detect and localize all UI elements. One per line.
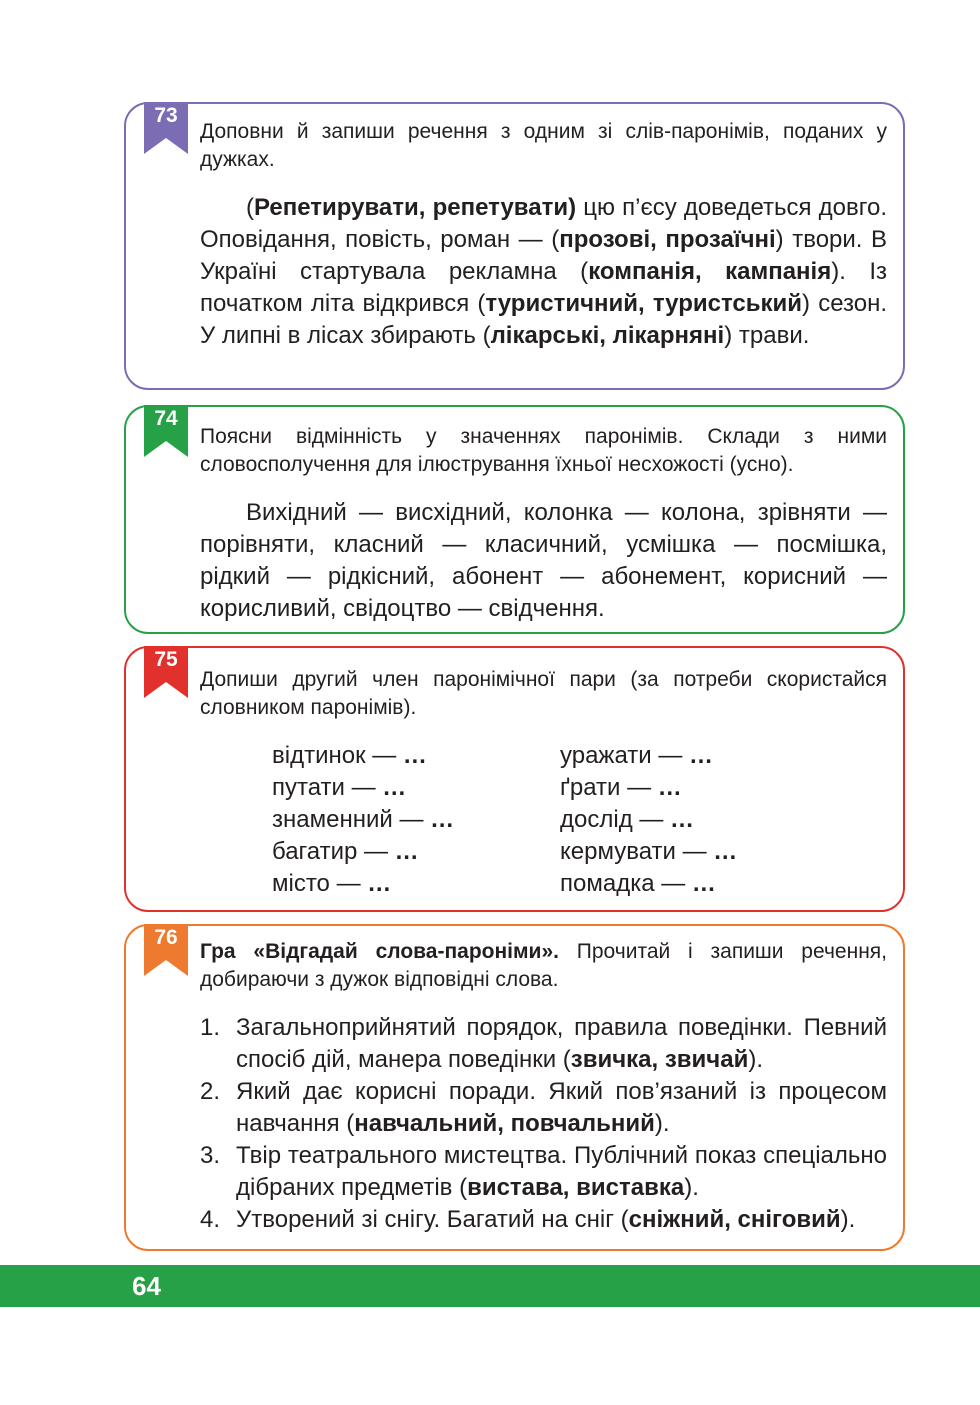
exercise-number: 74 xyxy=(154,407,178,430)
exercise-text xyxy=(200,1012,887,1236)
item-number: 4. xyxy=(200,1206,221,1233)
blank-dots: … xyxy=(689,742,714,769)
word: знаменний — xyxy=(272,806,431,833)
blank-dots: … xyxy=(367,870,392,897)
exercise-75 xyxy=(124,646,905,912)
exercise-number: 73 xyxy=(154,104,178,127)
paronym-choice: компанія, кампанія xyxy=(588,258,832,285)
word: путати — xyxy=(272,774,383,801)
blank-dots: … xyxy=(382,774,407,801)
paronym-choice: лікарські, лікарняні xyxy=(490,322,725,349)
paronym-list: Вихідний — висхідний, колонка — колона, зрівняти — порівняти, класний — класичний, усмішка — посмішка, рідкий — рідкісний, абонент — абонемент, корисний — корисливий, свідоцтво — свідчення. xyxy=(200,499,887,622)
paronym-choice: вистава, виставка xyxy=(467,1174,685,1201)
text-segment: ( xyxy=(246,194,254,221)
word: помадка — xyxy=(560,870,692,897)
item-end: ). xyxy=(748,1046,763,1073)
task-instruction xyxy=(200,938,887,994)
blank-dots: … xyxy=(430,806,455,833)
item-end: ). xyxy=(654,1110,670,1137)
exercise-number-badge xyxy=(144,646,188,698)
item-text: Який дає корисні поради. Який пов’язаний із процесом навчання ( xyxy=(236,1078,887,1137)
item-number: 1. xyxy=(200,1014,221,1041)
item-text: Твір театрального мистецтва. Публічний показ спеціально дібраних предметів ( xyxy=(236,1142,887,1201)
paronym-choice: прозові, прозаїчні xyxy=(559,226,776,253)
exercise-number-badge xyxy=(144,102,188,154)
word: багатир — xyxy=(272,838,395,865)
task-text: Прочитай і запиши речення, добираючи з дужок відповідні слова. xyxy=(200,940,887,991)
exercise-number-badge xyxy=(144,924,188,976)
word: місто — xyxy=(272,870,368,897)
paronym-choice: сніжний, сніговий xyxy=(628,1206,841,1233)
word: відтинок — xyxy=(272,742,403,769)
blank-dots: … xyxy=(713,838,738,865)
item-text: Загальноприйнятий порядок, правила поведінки. Певний спосіб дій, манера поведінки ( xyxy=(236,1014,887,1073)
text-segment: ). Із початком літа відкрився ( xyxy=(200,258,888,317)
word-pair xyxy=(272,772,454,804)
list-item xyxy=(200,1140,887,1204)
task-instruction: Поясни відмінність у значеннях паронімів. Склади з ними словосполучення для ілюстрування їхньої несхожості (усно). xyxy=(200,425,887,476)
paronym-choice: навчальний, повчальний xyxy=(354,1110,655,1137)
word-pair xyxy=(272,804,454,836)
word: уражати — xyxy=(560,742,690,769)
text-segment: ) трави. xyxy=(724,322,810,349)
word-pair xyxy=(272,740,454,772)
list-item xyxy=(200,1076,887,1140)
exercise-74 xyxy=(124,405,905,634)
exercise-text xyxy=(200,497,887,625)
game-title: Гра «Відгадай слова-пароніми». xyxy=(200,940,559,963)
text-segment: цю п’єсу доведеться довго. Оповідання, повість, роман — ( xyxy=(200,194,887,253)
item-number: 2. xyxy=(200,1078,221,1105)
word-pair xyxy=(272,836,454,868)
list-item xyxy=(200,1012,887,1076)
numbered-list xyxy=(200,1012,887,1236)
exercise-number: 75 xyxy=(154,648,178,671)
page-footer xyxy=(0,1265,980,1307)
word-pair xyxy=(560,804,737,836)
exercise-73 xyxy=(124,102,905,390)
paronym-choice: Репетирувати, репетувати) xyxy=(254,194,577,221)
blank-dots: … xyxy=(394,838,419,865)
item-text: Утворений зі снігу. Багатий на сніг ( xyxy=(236,1206,629,1233)
blank-dots: … xyxy=(691,870,716,897)
task-instruction: Доповни й запиши речення з одним зі слів-паронімів, поданих у дужках. xyxy=(200,120,887,171)
list-item xyxy=(200,1204,887,1236)
item-end: ). xyxy=(840,1206,856,1233)
word-column-right xyxy=(560,740,737,900)
item-number: 3. xyxy=(200,1142,221,1169)
word-pair xyxy=(560,772,737,804)
word-pair xyxy=(560,740,737,772)
word-pair xyxy=(560,868,737,900)
text-segment: ) твори. В Україні стартувала рекламна ( xyxy=(200,226,888,285)
word-pair xyxy=(560,836,737,868)
blank-dots: … xyxy=(402,742,427,769)
word-pair xyxy=(272,868,454,900)
word: кермувати — xyxy=(560,838,714,865)
exercise-number-badge xyxy=(144,405,188,457)
page-number: 64 xyxy=(132,1271,161,1301)
exercise-number: 76 xyxy=(154,926,178,949)
paronym-choice: туристичний, туристський xyxy=(485,290,803,317)
paronym-choice: звичка, звичай xyxy=(570,1046,749,1073)
word: ґрати — xyxy=(560,774,658,801)
word: дослід — xyxy=(560,806,671,833)
task-instruction: Допиши другий член паронімічної пари (за потреби скористайся словником паронімів). xyxy=(200,668,887,719)
text-segment: ) сезон. У липні в лісах збирають ( xyxy=(200,290,888,349)
word-column-left xyxy=(272,740,454,900)
blank-dots: … xyxy=(657,774,682,801)
blank-dots: … xyxy=(670,806,695,833)
exercise-text xyxy=(200,192,887,352)
exercise-76 xyxy=(124,924,905,1251)
item-end: ). xyxy=(684,1174,699,1201)
